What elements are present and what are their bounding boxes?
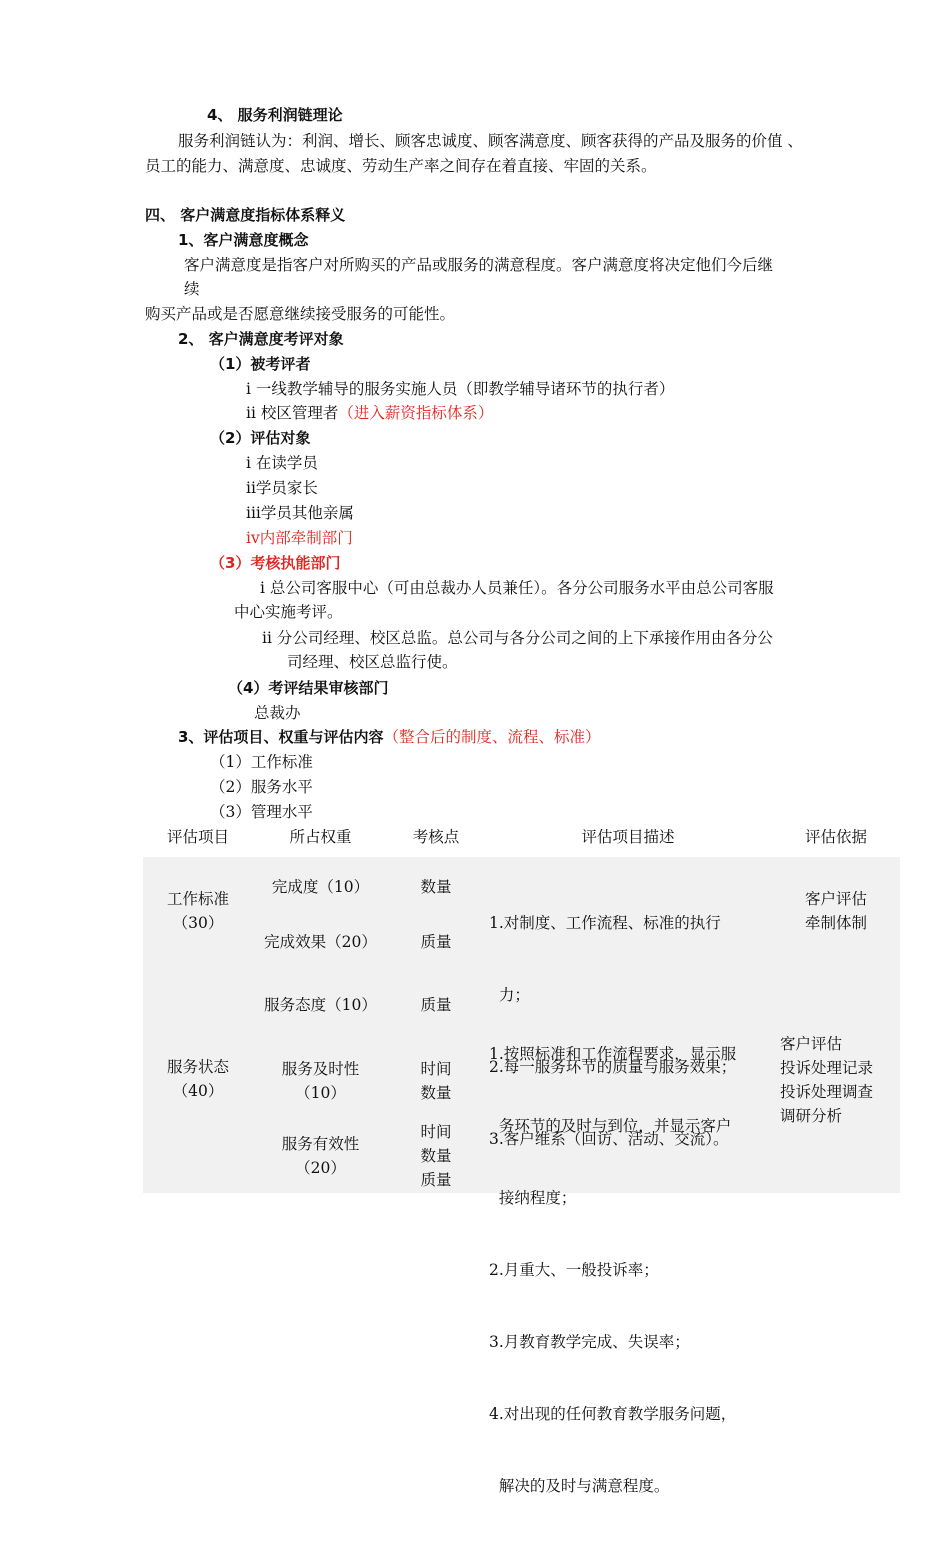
cell-text: （30） bbox=[172, 914, 224, 932]
table-cell-check-point: 质量 bbox=[420, 996, 452, 1014]
list-item: i 在读学员 bbox=[246, 454, 318, 472]
table-header-item: 评估项目 bbox=[166, 828, 229, 846]
cell-text: 2.每一服务环节的质量与服务效果； bbox=[489, 1058, 737, 1076]
cell-text: （20） bbox=[295, 1159, 346, 1177]
table-cell-weight: 完成度（10） bbox=[271, 878, 370, 896]
table-cell-weight: 服务态度（10） bbox=[264, 996, 377, 1014]
cell-text: （40） bbox=[172, 1082, 224, 1100]
list-item: 总裁办 bbox=[254, 704, 301, 722]
list-item-continued: 司经理、校区总监行使。 bbox=[287, 653, 458, 671]
cell-text: 质量 bbox=[420, 1171, 452, 1189]
list-item-continued: 中心实施考评。 bbox=[234, 603, 343, 621]
list-item: iv内部牵制部门 bbox=[246, 529, 353, 547]
list-item: （1）工作标准 bbox=[210, 753, 313, 771]
list-item bbox=[246, 403, 493, 423]
table-header-description: 评估项目描述 bbox=[581, 828, 675, 846]
cell-text: 数量 bbox=[420, 1147, 452, 1165]
table-cell-check-point: 数量 bbox=[420, 878, 452, 896]
table-cell-description bbox=[489, 994, 772, 1546]
table-cell-weight bbox=[253, 1057, 388, 1105]
table-cell-weight: 完成效果（20） bbox=[264, 933, 377, 951]
table-header-check-point: 考核点 bbox=[412, 828, 460, 846]
list-item: i 一线教学辅导的服务实施人员（即教学辅导诸环节的执行者） bbox=[246, 380, 675, 398]
list-item: ii学员家长 bbox=[246, 479, 318, 497]
table-cell-basis bbox=[780, 1032, 900, 1128]
paragraph-line: 服务利润链认为：利润、增长、顾客忠诚度、顾客满意度、顾客获得的产品及服务的价值 、 bbox=[178, 132, 803, 150]
table-cell-basis bbox=[772, 887, 900, 935]
table-header-weight: 所占权重 bbox=[289, 828, 352, 846]
list-item: i 总公司客服中心（可由总裁办人员兼任）。各分公司服务水平由总公司客服 bbox=[260, 579, 774, 597]
cell-text: 1.按照标准和工作流程要求，显示服 bbox=[489, 1045, 737, 1063]
cell-text: 解决的及时与满意程度。 bbox=[489, 1477, 670, 1495]
list-item: （2）服务水平 bbox=[210, 778, 313, 796]
list-item: （3）管理水平 bbox=[210, 803, 313, 821]
cell-text: 时间 bbox=[420, 1060, 452, 1078]
cell-text: 服务及时性 bbox=[281, 1060, 360, 1078]
list-item-text: ii 校区管理者 bbox=[246, 404, 339, 422]
table-header-basis: 评估依据 bbox=[804, 828, 867, 846]
paragraph-line: 客户满意度是指客户对所购买的产品或服务的满意程度。客户满意度将决定他们今后继 bbox=[184, 256, 774, 274]
list-item: ii 分公司经理、校区总监。总公司与各分公司之间的上下承接作用由各分公 bbox=[262, 629, 773, 647]
subsection-heading-note: （整合后的制度、流程、标准） bbox=[383, 728, 601, 746]
cell-text: 投诉处理调查 bbox=[780, 1083, 874, 1101]
item-heading-executing-departments: （3）考核执能部门 bbox=[210, 554, 341, 572]
paragraph-line: 员工的能力、满意度、忠诚度、劳动生产率之间存在着直接、牢固的关系。 bbox=[145, 157, 657, 175]
cell-text: 调研分析 bbox=[780, 1107, 843, 1125]
list-item: iii学员其他亲属 bbox=[246, 504, 354, 522]
chapter-heading: 四、 客户满意度指标体系释义 bbox=[145, 206, 346, 224]
cell-text: 1.对制度、工作流程、标准的执行 bbox=[489, 914, 721, 932]
table-cell-weight bbox=[253, 1132, 388, 1180]
paragraph-line: 续 bbox=[184, 280, 200, 298]
cell-text: 时间 bbox=[420, 1123, 452, 1141]
paragraph-line: 购买产品或是否愿意继续接受服务的可能性。 bbox=[145, 305, 456, 323]
table-cell-check-point: 质量 bbox=[420, 933, 452, 951]
cell-text: 工作标准 bbox=[166, 890, 229, 908]
cell-text: 4.对出现的任何教育教学服务问题， bbox=[489, 1405, 737, 1423]
table-cell-check-point bbox=[388, 1057, 484, 1105]
item-heading-evaluation-objects: （2）评估对象 bbox=[210, 429, 311, 447]
table-cell-item bbox=[143, 1055, 253, 1103]
cell-text: 力； bbox=[489, 986, 530, 1004]
cell-text: 服务有效性 bbox=[281, 1135, 360, 1153]
cell-text: （10） bbox=[295, 1084, 346, 1102]
cell-text: 3.客户维系（回访、活动、交流）。 bbox=[489, 1130, 729, 1148]
subsection-heading-text: 3、评估项目、权重与评估内容 bbox=[178, 728, 384, 746]
cell-text: 3.月教育教学完成、失误率； bbox=[489, 1333, 690, 1351]
section-heading-service-profit-chain: 4、 服务利润链理论 bbox=[207, 106, 343, 124]
item-heading-review-department: （4）考评结果审核部门 bbox=[228, 679, 389, 697]
subsection-heading-objects: 2、 客户满意度考评对象 bbox=[178, 330, 344, 348]
cell-text: 牵制体制 bbox=[804, 914, 867, 932]
cell-text: 客户评估 bbox=[804, 890, 867, 908]
cell-text: 务环节的及时与到位，并显示客户 bbox=[489, 1117, 732, 1135]
cell-text: 客户评估 bbox=[780, 1035, 843, 1053]
item-heading-evaluatee: （1）被考评者 bbox=[210, 355, 311, 373]
table-cell-check-point bbox=[388, 1120, 484, 1192]
cell-text: 数量 bbox=[420, 1084, 452, 1102]
cell-text: 投诉处理记录 bbox=[780, 1059, 874, 1077]
list-item-note: （进入薪资指标体系） bbox=[338, 404, 494, 422]
subsection-heading-items-weights bbox=[178, 727, 600, 747]
cell-text: 服务状态 bbox=[166, 1058, 229, 1076]
table-cell-item bbox=[143, 887, 253, 935]
subsection-heading-concept: 1、客户满意度概念 bbox=[178, 231, 309, 249]
cell-text: 接纳程度； bbox=[489, 1189, 577, 1207]
cell-text: 2.月重大、一般投诉率； bbox=[489, 1261, 659, 1279]
